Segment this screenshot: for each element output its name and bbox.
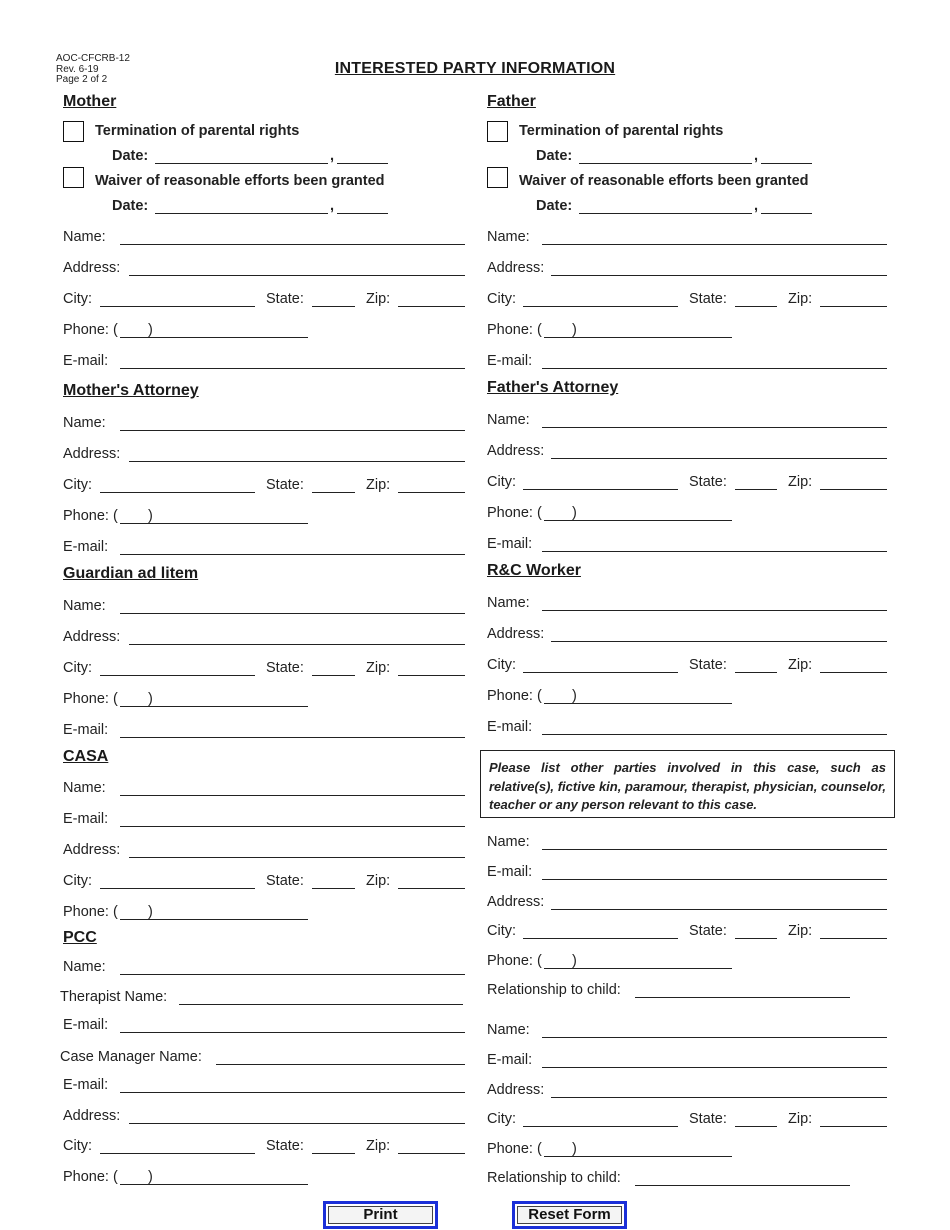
father-zip-field[interactable] [820,306,887,307]
fathers-attorney-state-field[interactable] [735,489,777,490]
print-button-label: Print [328,1206,433,1224]
pcc-heading: PCC [63,929,97,946]
guardian-address-field[interactable] [129,644,465,645]
other-party-1-city-field[interactable] [523,938,678,939]
father-name-field[interactable] [542,244,887,245]
guardian-address-label: Address: [63,629,121,645]
father-termination-date-comma: , [754,148,759,164]
pcc-name-label: Name: [63,959,106,975]
guardian-email-label: E-mail: [63,722,109,738]
other-party-2-name-label: Name: [487,1022,530,1038]
mothers-attorney-heading: Mother's Attorney [63,382,199,399]
pcc-address-field[interactable] [129,1123,465,1124]
casa-state-field[interactable] [312,888,355,889]
pcc-state-label: State: [266,1138,304,1154]
reset-form-button-label: Reset Form [517,1206,622,1224]
father-city-label: City: [487,291,516,307]
other-party-1-phone-paren: ) [572,953,577,969]
fathers-attorney-city-label: City: [487,474,516,490]
casa-address-field[interactable] [129,857,465,858]
mother-termination-date-field[interactable] [155,163,328,164]
other-party-1-relationship-label: Relationship to child: [487,982,621,998]
fathers-attorney-name-field[interactable] [542,427,887,428]
pcc-zip-field[interactable] [398,1153,465,1154]
mothers-attorney-city-field[interactable] [100,492,255,493]
other-party-1-email-field[interactable] [542,879,887,880]
rc-worker-name-field[interactable] [542,610,887,611]
rc-worker-city-label: City: [487,657,516,673]
father-termination-date-field[interactable] [579,163,752,164]
father-address-field[interactable] [551,275,887,276]
guardian-state-label: State: [266,660,304,676]
other-party-1-city-label: City: [487,923,516,939]
other-party-2-address-field[interactable] [551,1097,887,1098]
father-termination-label: Termination of parental rights [519,123,724,139]
father-city-field[interactable] [523,306,678,307]
mother-termination-label: Termination of parental rights [95,123,300,139]
form-revision: Rev. 6-19 [56,63,99,75]
other-party-2-phone-paren: ) [572,1141,577,1157]
casa-city-label: City: [63,873,92,889]
mother-name-label: Name: [63,229,106,245]
pcc-case-manager-email-field[interactable] [120,1092,465,1093]
page-number: Page 2 of 2 [56,74,108,85]
mother-city-field[interactable] [100,306,255,307]
rc-worker-name-label: Name: [487,595,530,611]
mother-waiver-date-field[interactable] [155,213,328,214]
casa-state-label: State: [266,873,304,889]
guardian-email-field[interactable] [120,737,465,738]
father-state-label: State: [689,291,727,307]
mother-termination-date-year-field[interactable] [337,163,388,164]
father-waiver-label: Waiver of reasonable efforts been granted [519,173,809,189]
pcc-phone-label: Phone: ( [63,1169,118,1185]
father-zip-label: Zip: [788,291,813,307]
pcc-city-label: City: [63,1138,92,1154]
fathers-attorney-phone-label: Phone: ( [487,505,542,521]
casa-phone-label: Phone: ( [63,904,118,920]
father-state-field[interactable] [735,306,777,307]
father-termination-checkbox[interactable] [487,121,508,142]
mother-zip-field[interactable] [398,306,465,307]
guardian-phone-paren: ) [148,691,153,707]
other-party-2-relationship-field[interactable] [635,1185,850,1186]
pcc-case-manager-name-field[interactable] [216,1064,465,1065]
other-party-1-state-label: State: [689,923,727,939]
rc-worker-address-field[interactable] [551,641,887,642]
casa-email-label: E-mail: [63,811,109,827]
mother-zip-label: Zip: [366,291,391,307]
mothers-attorney-name-label: Name: [63,415,106,431]
other-party-1-address-field[interactable] [551,909,887,910]
pcc-case-manager-email-label: E-mail: [63,1077,109,1093]
father-heading: Father [487,93,536,110]
guardian-state-field[interactable] [312,675,355,676]
other-party-1-zip-field[interactable] [820,938,887,939]
mother-state-label: State: [266,291,304,307]
father-phone-field[interactable] [576,337,732,338]
pcc-therapist-email-label: E-mail: [63,1017,109,1033]
rc-worker-state-label: State: [689,657,727,673]
fathers-attorney-state-label: State: [689,474,727,490]
father-waiver-date-comma: , [754,198,759,214]
mother-heading: Mother [63,93,117,110]
fathers-attorney-zip-field[interactable] [820,489,887,490]
rc-worker-zip-field[interactable] [820,672,887,673]
other-party-1-zip-label: Zip: [788,923,813,939]
guardian-heading: Guardian ad litem [63,565,199,582]
fathers-attorney-phone-paren: ) [572,505,577,521]
mother-phone-paren: ) [148,322,153,338]
guardian-phone-field[interactable] [152,706,308,707]
casa-zip-field[interactable] [398,888,465,889]
mothers-attorney-address-label: Address: [63,446,121,462]
fathers-attorney-address-field[interactable] [551,458,887,459]
pcc-therapist-name-field[interactable] [179,1004,463,1005]
pcc-name-field[interactable] [120,974,465,975]
casa-name-label: Name: [63,780,106,796]
mother-waiver-label: Waiver of reasonable efforts been granted [95,173,385,189]
mothers-attorney-zip-label: Zip: [366,477,391,493]
father-phone-paren: ) [572,322,577,338]
casa-address-label: Address: [63,842,121,858]
mothers-attorney-address-field[interactable] [129,461,465,462]
mothers-attorney-phone-paren: ) [148,508,153,524]
guardian-phone-label: Phone: ( [63,691,118,707]
reset-form-button[interactable] [512,1201,627,1229]
other-party-1-phone-label: Phone: ( [487,953,542,969]
guardian-city-field[interactable] [100,675,255,676]
father-address-label: Address: [487,260,545,276]
mother-waiver-date-year-field[interactable] [337,213,388,214]
other-party-2-city-label: City: [487,1111,516,1127]
rc-worker-email-label: E-mail: [487,719,533,735]
rc-worker-email-field[interactable] [542,734,887,735]
other-party-2-email-field[interactable] [542,1067,887,1068]
other-party-1-name-label: Name: [487,834,530,850]
casa-phone-paren: ) [148,904,153,920]
other-party-2-relationship-label: Relationship to child: [487,1170,621,1186]
fathers-attorney-phone-field[interactable] [576,520,732,521]
mother-phone-label: Phone: ( [63,322,118,338]
guardian-zip-label: Zip: [366,660,391,676]
fathers-attorney-city-field[interactable] [523,489,678,490]
father-waiver-date-year-field[interactable] [761,213,812,214]
other-party-2-address-label: Address: [487,1082,545,1098]
mothers-attorney-state-field[interactable] [312,492,355,493]
rc-worker-state-field[interactable] [735,672,777,673]
other-party-2-email-label: E-mail: [487,1052,533,1068]
mothers-attorney-email-field[interactable] [120,554,465,555]
fathers-attorney-email-label: E-mail: [487,536,533,552]
pcc-therapist-email-field[interactable] [120,1032,465,1033]
rc-worker-phone-field[interactable] [576,703,732,704]
rc-worker-city-field[interactable] [523,672,678,673]
casa-name-field[interactable] [120,795,465,796]
mother-email-field[interactable] [120,368,465,369]
mothers-attorney-city-label: City: [63,477,92,493]
guardian-name-field[interactable] [120,613,465,614]
rc-worker-zip-label: Zip: [788,657,813,673]
mother-waiver-date-comma: , [330,198,335,214]
father-termination-date-label: Date: [536,148,573,164]
pcc-therapist-name-label: Therapist Name: [60,989,168,1005]
casa-phone-field[interactable] [152,919,308,920]
print-button[interactable] [323,1201,438,1229]
fathers-attorney-heading: Father's Attorney [487,379,619,396]
guardian-name-label: Name: [63,598,106,614]
pcc-address-label: Address: [63,1108,121,1124]
casa-email-field[interactable] [120,826,465,827]
mother-termination-date-label: Date: [112,148,149,164]
form-number: AOC-CFCRB-12 [56,53,130,64]
mother-email-label: E-mail: [63,353,109,369]
mothers-attorney-state-label: State: [266,477,304,493]
fathers-attorney-address-label: Address: [487,443,545,459]
mother-address-label: Address: [63,260,121,276]
page-title: INTERESTED PARTY INFORMATION [334,60,616,77]
pcc-zip-label: Zip: [366,1138,391,1154]
mothers-attorney-zip-field[interactable] [398,492,465,493]
father-phone-label: Phone: ( [487,322,542,338]
pcc-case-manager-name-label: Case Manager Name: [60,1049,202,1065]
father-name-label: Name: [487,229,530,245]
mother-name-field[interactable] [120,244,465,245]
mother-address-field[interactable] [129,275,465,276]
other-party-2-state-field[interactable] [735,1126,777,1127]
father-waiver-checkbox[interactable] [487,167,508,188]
fathers-attorney-zip-label: Zip: [788,474,813,490]
rc-worker-phone-label: Phone: ( [487,688,542,704]
father-waiver-date-field[interactable] [579,213,752,214]
mother-state-field[interactable] [312,306,355,307]
mothers-attorney-phone-label: Phone: ( [63,508,118,524]
mother-termination-date-comma: , [330,148,335,164]
fathers-attorney-email-field[interactable] [542,551,887,552]
other-party-1-address-label: Address: [487,894,545,910]
pcc-state-field[interactable] [312,1153,355,1154]
mother-city-label: City: [63,291,92,307]
other-party-1-email-label: E-mail: [487,864,533,880]
mother-waiver-checkbox[interactable] [63,167,84,188]
other-party-1-state-field[interactable] [735,938,777,939]
casa-zip-label: Zip: [366,873,391,889]
other-parties-note: Please list other parties involved in this case, such as relative(s), fictive kin, paramour, therapist, physician, counselor, teacher or any person relevant to this case. [480,750,895,818]
other-party-2-phone-field[interactable] [576,1156,732,1157]
mothers-attorney-name-field[interactable] [120,430,465,431]
other-party-2-zip-label: Zip: [788,1111,813,1127]
father-email-field[interactable] [542,368,887,369]
rc-worker-heading: R&C Worker [487,562,581,579]
casa-heading: CASA [63,748,109,765]
pcc-phone-paren: ) [148,1169,153,1185]
guardian-zip-field[interactable] [398,675,465,676]
other-party-2-zip-field[interactable] [820,1126,887,1127]
fathers-attorney-name-label: Name: [487,412,530,428]
other-party-1-relationship-field[interactable] [635,997,850,998]
father-waiver-date-label: Date: [536,198,573,214]
other-party-1-name-field[interactable] [542,849,887,850]
father-email-label: E-mail: [487,353,533,369]
other-party-2-phone-label: Phone: ( [487,1141,542,1157]
other-party-2-name-field[interactable] [542,1037,887,1038]
other-party-2-city-field[interactable] [523,1126,678,1127]
casa-city-field[interactable] [100,888,255,889]
rc-worker-address-label: Address: [487,626,545,642]
other-party-2-state-label: State: [689,1111,727,1127]
mother-termination-checkbox[interactable] [63,121,84,142]
rc-worker-phone-paren: ) [572,688,577,704]
pcc-city-field[interactable] [100,1153,255,1154]
other-party-1-phone-field[interactable] [576,968,732,969]
mothers-attorney-email-label: E-mail: [63,539,109,555]
mother-phone-field[interactable] [152,337,308,338]
pcc-phone-field[interactable] [152,1184,308,1185]
mother-waiver-date-label: Date: [112,198,149,214]
guardian-city-label: City: [63,660,92,676]
mothers-attorney-phone-field[interactable] [152,523,308,524]
father-termination-date-year-field[interactable] [761,163,812,164]
